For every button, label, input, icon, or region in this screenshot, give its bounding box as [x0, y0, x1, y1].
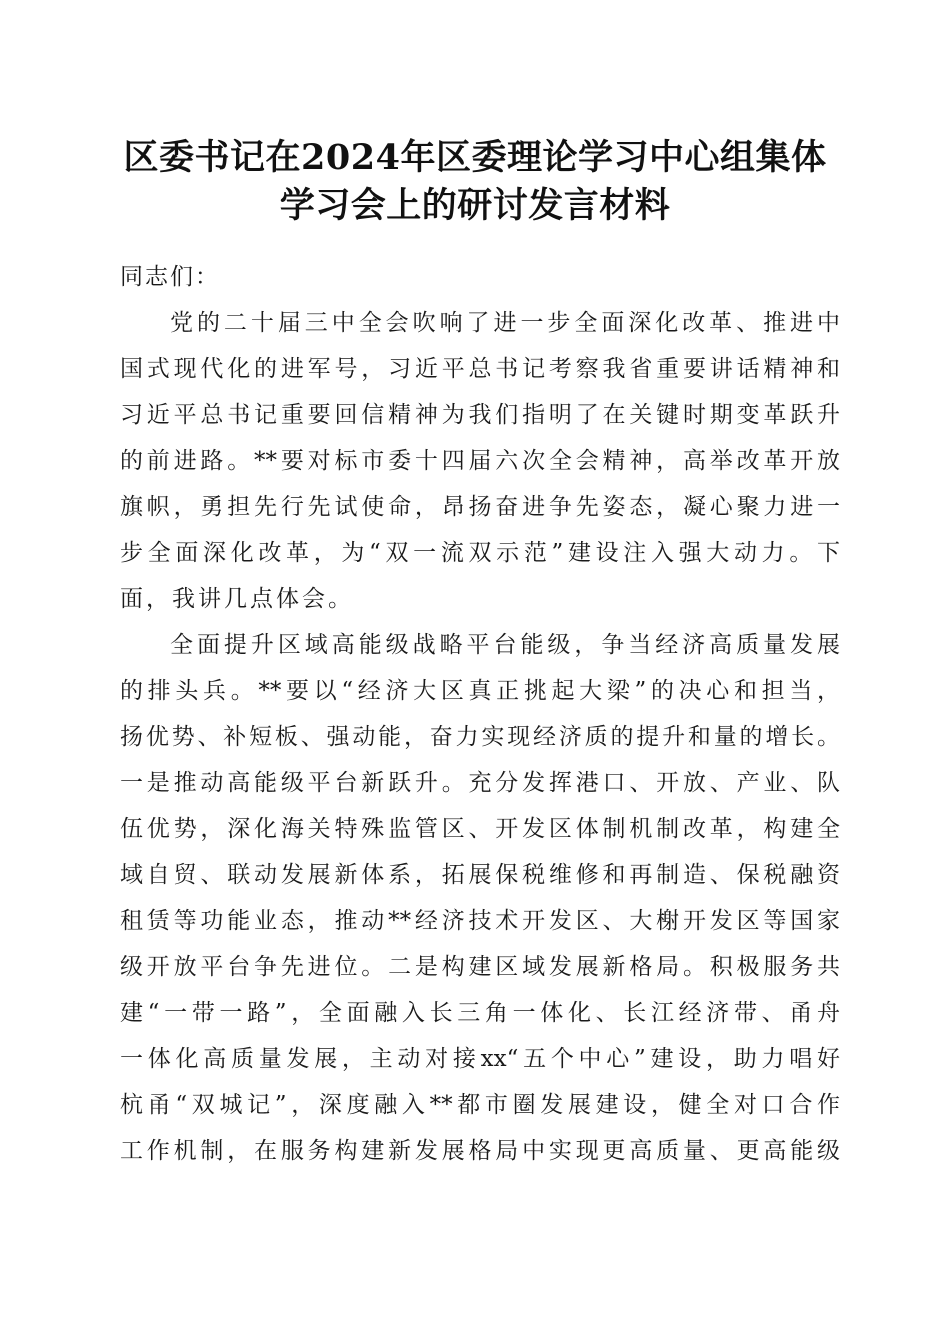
- paragraph-line: 一是推动高能级平台新跃升。充分发挥港口、开放、产业、队: [120, 770, 840, 796]
- paragraph-line: 的前进路。**要对标市委十四届六次全会精神，高举改革开放: [120, 448, 840, 474]
- paragraph-line: 伍优势，深化海关特殊监管区、开发区体制机制改革，构建全: [120, 816, 840, 842]
- title-line-1: 区委书记在2024年区委理论学习中心组集体: [123, 137, 827, 178]
- paragraph-line: 级开放平台争先进位。二是构建区域发展新格局。积极服务共: [120, 954, 840, 980]
- document-title: [100, 134, 850, 230]
- paragraph-line: 旗帜，勇担先行先试使命，昂扬奋进争先姿态，凝心聚力进一: [120, 494, 840, 520]
- paragraph-line: 租赁等功能业态，推动**经济技术开发区、大榭开发区等国家: [120, 908, 840, 934]
- paragraph-line: 域自贸、联动发展新体系，拓展保税维修和再制造、保税融资: [120, 862, 840, 888]
- paragraph-line: 一体化高质量发展，主动对接xx“五个中心”建设，助力唱好: [120, 1046, 840, 1072]
- title-line-2: 学习会上的研讨发言材料: [279, 185, 671, 226]
- document-body: [120, 254, 840, 1174]
- salutation: 同志们：: [120, 264, 220, 290]
- paragraph-line: 杭甬“双城记”，深度融入**都市圈发展建设，健全对口合作: [120, 1092, 840, 1118]
- paragraph-1: [120, 300, 840, 622]
- paragraph-line: 全面提升区域高能级战略平台能级，争当经济高质量发展: [170, 632, 840, 658]
- paragraph-line: 面，我讲几点体会。: [120, 586, 354, 612]
- paragraph-2: [120, 622, 840, 1174]
- paragraph-line: 建“一带一路”，全面融入长三角一体化、长江经济带、甬舟: [120, 1000, 840, 1026]
- paragraph-line: 工作机制，在服务构建新发展格局中实现更高质量、更高能级: [120, 1138, 840, 1164]
- paragraph-line: 扬优势、补短板、强动能，奋力实现经济质的提升和量的增长。: [120, 724, 840, 750]
- paragraph-line: 国式现代化的进军号，习近平总书记考察我省重要讲话精神和: [120, 356, 840, 382]
- paragraph-line: 步全面深化改革，为“双一流双示范”建设注入强大动力。下: [120, 540, 840, 566]
- paragraph-line: 习近平总书记重要回信精神为我们指明了在关键时期变革跃升: [120, 402, 840, 428]
- paragraph-line: 的排头兵。**要以“经济大区真正挑起大梁”的决心和担当，: [120, 678, 840, 704]
- paragraph-line: 党的二十届三中全会吹响了进一步全面深化改革、推进中: [170, 310, 840, 336]
